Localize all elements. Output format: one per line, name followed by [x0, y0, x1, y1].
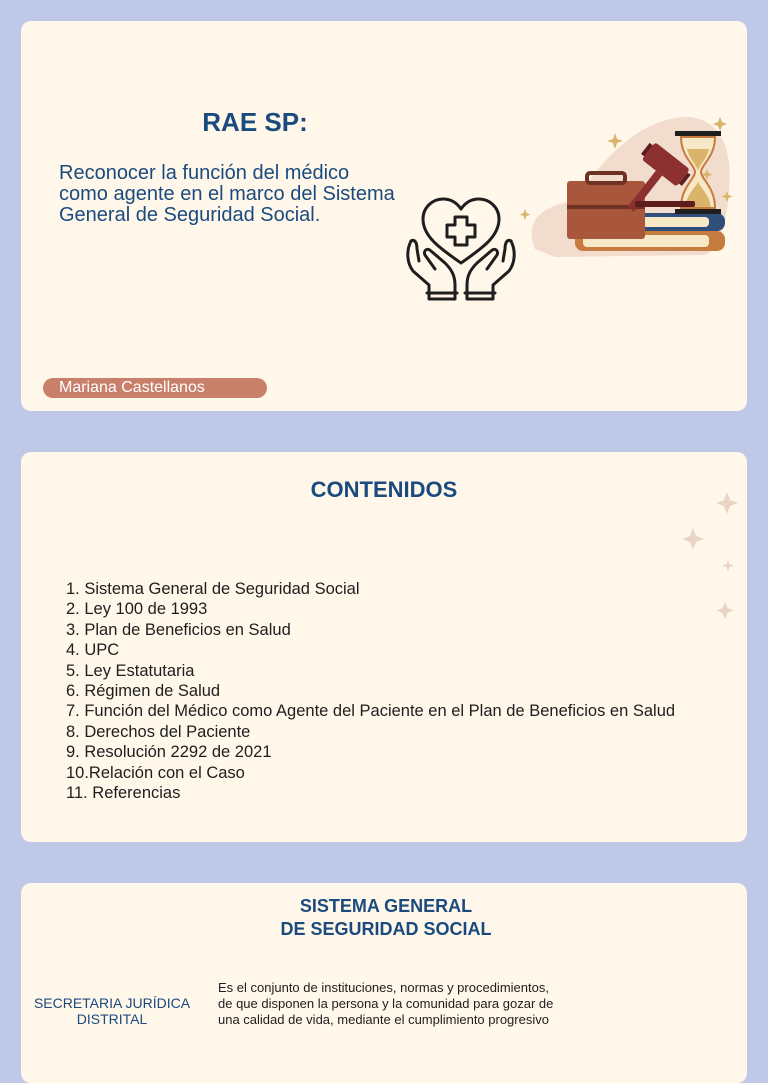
author-badge: Mariana Castellanos	[43, 378, 267, 398]
list-item: 4. UPC	[66, 641, 120, 660]
definition-line: de que disponen la persona y la comunidad para gozar de	[218, 996, 554, 1011]
contents-list	[66, 579, 675, 803]
definition-line: Es el conjunto de instituciones, normas y procedimientos,	[218, 980, 549, 995]
list-item: 5. Ley Estatutaria	[66, 661, 195, 680]
slide-title	[21, 21, 747, 411]
list-item: 7. Función del Médico como Agente del Paciente en el Plan de Beneficios en Salud	[66, 702, 676, 721]
list-item: 2. Ley 100 de 1993	[66, 600, 208, 619]
list-item: 1. Sistema General de Seguridad Social	[66, 580, 360, 598]
list-item: 9. Resolución 2292 de 2021	[66, 743, 272, 762]
list-item: 6. Régimen de Salud	[66, 682, 221, 701]
sgss-heading-line2: DE SEGURIDAD SOCIAL	[280, 919, 492, 939]
list-item: 11. Referencias	[66, 784, 181, 803]
slide-sgss	[21, 883, 747, 1083]
list-item: 10.Relación con el Caso	[66, 763, 245, 782]
source-label	[21, 995, 203, 1027]
briefcase-gavel-hourglass-illustration	[515, 109, 737, 259]
list-item: 8. Derechos del Paciente	[66, 722, 251, 741]
slide-subtitle: Reconocer la función del médico como agente en el marco del Sistema General de Seguridad Social.	[59, 162, 395, 226]
contents-heading: CONTENIDOS	[310, 477, 458, 502]
definition-line: una calidad de vida, mediante el cumplimiento progresivo	[218, 1012, 549, 1027]
sgss-definition	[218, 980, 568, 1028]
slide-title-heading: RAE SP:	[202, 107, 308, 137]
slide-contents	[21, 452, 747, 842]
source-label-line1: SECRETARIA JURÍDICA	[33, 995, 191, 1011]
hands-heart-cross-icon	[403, 195, 523, 307]
source-label-line2: DISTRITAL	[76, 1011, 148, 1027]
list-item: 3. Plan de Beneficios en Salud	[66, 620, 291, 639]
sgss-heading	[21, 895, 747, 941]
sgss-heading-line1: SISTEMA GENERAL	[299, 896, 473, 916]
